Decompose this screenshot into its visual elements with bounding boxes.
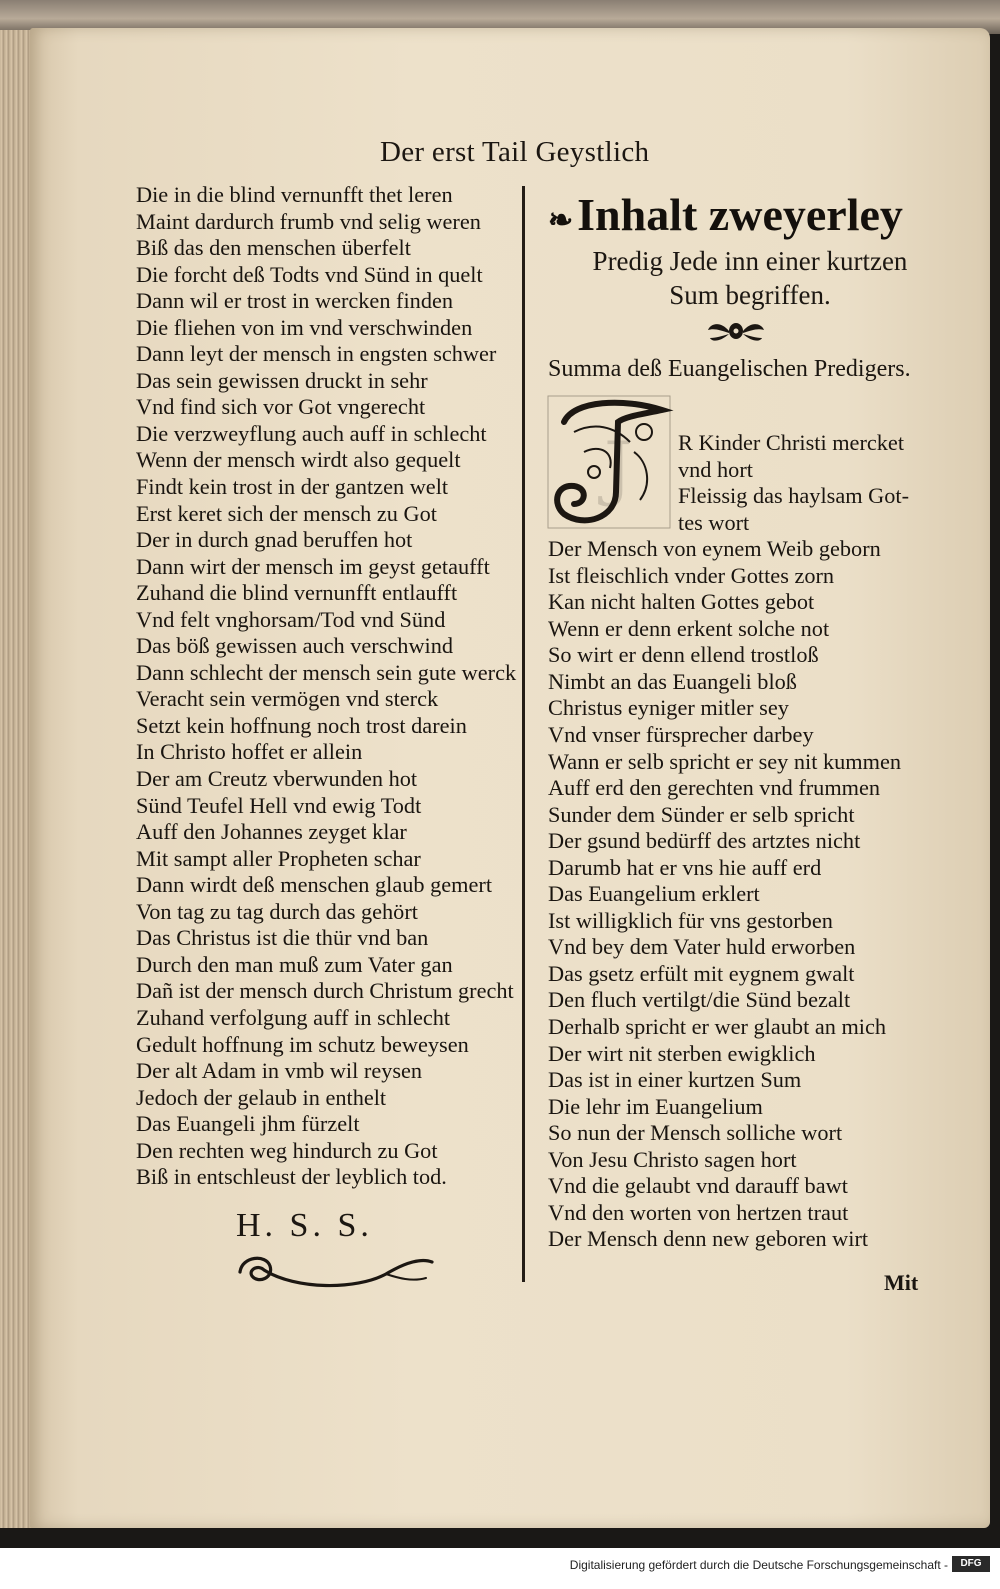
verse-line: Dann leyt der mensch in engsten schwer xyxy=(136,341,497,367)
dfg-logo: DFG xyxy=(952,1556,990,1572)
fleuron-ornament-icon xyxy=(706,316,766,346)
verse-line: Der alt Adam in vmb wil reysen xyxy=(136,1058,423,1084)
verse-line: Der am Creutz vberwunden hot xyxy=(136,766,418,792)
verse-line: Vnd felt vnghorsam/Tod vnd Sünd xyxy=(136,606,446,632)
verse-line: Die in die blind vernunfft thet leren xyxy=(136,182,453,207)
footer-credit: Digitalisierung gefördert durch die Deutsche Forschungsgemeinschaft - xyxy=(569,1558,948,1572)
verse-line: Vnd find sich vor Got vngerecht xyxy=(136,394,426,420)
verse-line: Jedoch der gelaub in enthelt xyxy=(136,1084,387,1110)
column-rule xyxy=(522,186,525,1282)
pilcrow-leaf-icon: ❧ xyxy=(548,204,574,237)
verse-line: Gedult hoffnung im schutz beweysen xyxy=(136,1031,469,1057)
verse-line: Findt kein trost in der gantzen welt xyxy=(136,474,449,500)
verse-line: Der wirt nit sterben ewigklich xyxy=(548,1040,816,1066)
verse-line: Vnd vnser fürsprecher darbey xyxy=(548,722,814,748)
verse-line: So wirt er denn ellend trostloß xyxy=(548,642,819,668)
footer-bar xyxy=(0,1548,1000,1589)
verse-line: Der Mensch denn new geboren wirt xyxy=(548,1226,869,1252)
verse-line: Auff den Johannes zeyget klar xyxy=(136,819,407,845)
verse-line: Kan nicht halten Gottes gebot xyxy=(548,589,815,615)
verse-line: Ist willigklich für vns gestorben xyxy=(548,907,833,933)
summa-heading: Summa deß Euangelischen Predigers. xyxy=(548,356,911,382)
verse-line: Dann schlecht der mensch sein gute werck xyxy=(136,659,517,685)
verse-line: Sunder dem Sünder er selb spricht xyxy=(548,801,855,827)
verse-line: Das Euangelium erklert xyxy=(548,881,760,907)
verse-line: Vnd die gelaubt vnd darauff bawt xyxy=(548,1173,848,1199)
running-head: Der erst Tail Geystlich xyxy=(380,136,650,168)
author-signature: H. S. S. xyxy=(236,1207,373,1244)
initial-letter: J xyxy=(604,427,633,509)
verse-line: Die fliehen von im vnd verschwinden xyxy=(136,314,473,340)
verse-line: Darumb hat er vns hie auff erd xyxy=(548,854,822,880)
verse-line: Ist fleischlich vnder Gottes zorn xyxy=(548,562,835,588)
verse-line: Das gsetz erfült mit eygnem gwalt xyxy=(548,960,855,986)
verse-line: Die forcht deß Todts vnd Sünd in quelt xyxy=(136,261,483,287)
verse-line: Dañ ist der mensch durch Christum grecht xyxy=(136,978,514,1004)
verse-line: Der in durch gnad beruffen hot xyxy=(136,527,413,553)
verse-line: Zuhand die blind vernunfft entlaufft xyxy=(136,580,458,606)
verse-line: Der gsund bedürff des artztes nicht xyxy=(548,828,861,854)
verse-line: Setzt kein hoffnung noch trost darein xyxy=(136,712,467,738)
verse-line: Christus eyniger mitler sey xyxy=(548,695,789,721)
subtitle-line: Sum begriffen. xyxy=(669,280,831,310)
verse-line: Die lehr im Euangelium xyxy=(548,1093,763,1119)
subtitle-line: Predig Jede inn einer kurtzen xyxy=(592,246,908,276)
verse-line: In Christo hoffet er allein xyxy=(136,739,363,765)
verse-line: Vnd den worten von hertzen traut xyxy=(548,1199,849,1225)
verse-line: vnd hort xyxy=(678,456,753,482)
verse-line: Den fluch vertilgt/die Sünd bezalt xyxy=(548,987,851,1013)
verse-line: Dann wirdt deß menschen glaub gemert xyxy=(136,872,493,898)
left-column xyxy=(136,182,528,1191)
verse-line: Das ist in einer kurtzen Sum xyxy=(548,1067,802,1093)
right-column xyxy=(548,430,948,1253)
verse-line: Das böß gewissen auch verschwind xyxy=(136,633,454,659)
verse-line: Biß in entschleust der leyblich tod. xyxy=(136,1164,447,1190)
section-title-text: Inhalt zweyerley xyxy=(577,189,903,240)
verse-line: Die verzweyflung auch auff in schlecht xyxy=(136,420,487,446)
verse-line: Vnd bey dem Vater huld erworben xyxy=(548,934,856,960)
verse-line: Wann er selb spricht er sey nit kummen xyxy=(548,748,902,774)
section-subtitle xyxy=(560,244,940,312)
verse-line: Nimbt an das Euangeli bloß xyxy=(548,668,797,694)
verse-line: R Kinder Christi mercket xyxy=(678,430,905,455)
catchword: Mit xyxy=(884,1270,919,1295)
verse-line: Von Jesu Christo sagen hort xyxy=(548,1146,797,1172)
verse-line: Von tag zu tag durch das gehört xyxy=(136,898,418,924)
verse-line: Das Euangeli jhm fürzelt xyxy=(136,1111,360,1137)
flourish-ornament xyxy=(236,1248,436,1294)
verse-line: Der Mensch von eynem Weib geborn xyxy=(548,536,881,562)
verse-line: So nun der Mensch solliche wort xyxy=(548,1120,843,1146)
verse-line: Durch den man muß zum Vater gan xyxy=(136,951,453,977)
verse-line: Dann wil er trost in wercken finden xyxy=(136,288,454,314)
verse-line: Derhalb spricht er wer glaubt an mich xyxy=(548,1014,887,1040)
verse-line: Wenn er denn erkent solche not xyxy=(548,615,830,641)
verse-line: Das Christus ist die thür vnd ban xyxy=(136,925,429,951)
verse-line: Mit sampt aller Propheten schar xyxy=(136,845,421,871)
verse-line: Wenn der mensch wirdt also gequelt xyxy=(136,447,461,473)
verse-line: Zuhand verfolgung auff in schlecht xyxy=(136,1004,451,1030)
verse-line: Erst keret sich der mensch zu Got xyxy=(136,500,437,526)
verse-line: Das sein gewissen druckt in sehr xyxy=(136,367,428,393)
verse-line: Biß das den menschen überfelt xyxy=(136,235,411,261)
verse-line: tes wort xyxy=(678,509,750,535)
verse-line: Den rechten weg hindurch zu Got xyxy=(136,1137,438,1163)
verse-line: Veracht sein vermögen vnd sterck xyxy=(136,686,439,712)
verse-line: Dann wirt der mensch im geyst getaufft xyxy=(136,553,490,579)
section-title xyxy=(548,188,948,241)
verse-line: Sünd Teufel Hell vnd ewig Todt xyxy=(136,792,422,818)
verse-line: Maint dardurch frumb vnd selig weren xyxy=(136,208,481,234)
verse-line: Auff erd den gerechten vnd frummen xyxy=(548,775,881,801)
verse-line: Fleissig das haylsam Got- xyxy=(678,483,910,509)
